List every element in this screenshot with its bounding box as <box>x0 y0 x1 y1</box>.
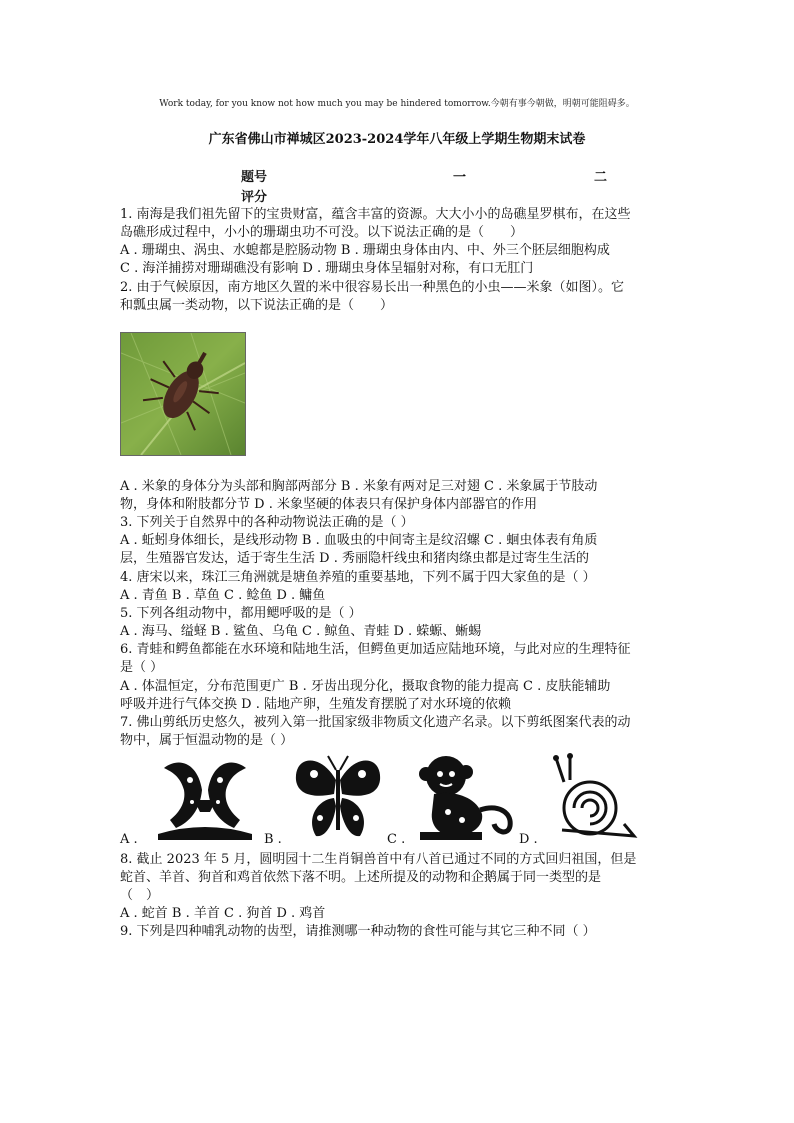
option-line: 呼吸并进行气体交换 D . 陆地产卵，生殖发育摆脱了对水环境的依赖 <box>120 697 511 712</box>
score-table <box>120 166 680 206</box>
option-line: A . 青鱼 B . 草鱼 C . 鲶鱼 D . 鳙鱼 <box>120 588 326 603</box>
question-line: 5. 下列各组动物中，都用鳃呼吸的是（ ） <box>120 606 362 621</box>
option-line: A . 海马、缢蛏 B . 鲨鱼、乌龟 C . 鲸鱼、青蛙 D . 蝾螈、蜥蜴 <box>120 624 482 639</box>
score-table-col-1: 一 <box>453 170 467 185</box>
papercut-monkey-icon <box>412 750 518 842</box>
option-line: A . 米象的身体分为头部和胸部两部分 B . 米象有两对足三对翅 C . 米象属于节肢动 <box>120 479 598 494</box>
score-table-col-2: 二 <box>594 170 608 185</box>
option-line: A . 蛇首 B . 羊首 C . 狗首 D . 鸡首 <box>120 906 326 921</box>
rice-weevil-photo <box>120 332 246 456</box>
option-c-label: C . <box>387 832 406 847</box>
page-title: 广东省佛山市禅城区2023-2024学年八年级上学期生物期末试卷 <box>208 132 586 147</box>
option-line: 物，身体和附肢都分节 D . 米象坚硬的体表只有保护身体内部器官的作用 <box>120 497 537 512</box>
option-a-label: A . <box>120 832 138 847</box>
question-line: 和瓢虫属一类动物，以下说法正确的是（ ） <box>120 298 394 313</box>
question-line: 岛礁形成过程中，小小的珊瑚虫功不可没。以下说法正确的是（ ） <box>120 225 524 240</box>
option-line: C . 海洋捕捞对珊瑚礁没有影响 D . 珊瑚虫身体呈辐射对称，有口无肛门 <box>120 261 534 276</box>
question-line: 9. 下列是四种哺乳动物的齿型，请推测哪一种动物的食性可能与其它三种不同（ ） <box>120 924 596 939</box>
question-line: 2. 由于气候原因，南方地区久置的米中很容易长出一种黑色的小虫——米象（如图）。它 <box>120 280 625 295</box>
question-line: 是（ ） <box>120 660 164 675</box>
question-line: 8. 截止 2023 年 5 月，圆明园十二生肖铜兽首中有八首已通过不同的方式回归祖国，但是 <box>120 852 637 867</box>
papercut-butterfly-icon <box>290 750 386 842</box>
question-line: （ ） <box>120 888 160 903</box>
option-line: 层，生殖器官发达，适于寄生生活 D . 秀丽隐杆线虫和猪肉绦虫都是过寄生生活的 <box>120 551 589 566</box>
papercut-snail-icon <box>548 750 640 842</box>
score-table-question-label: 题号 <box>241 170 268 185</box>
option-b-label: B . <box>264 832 282 847</box>
question-line: 6. 青蛙和鳄鱼都能在水环境和陆地生活，但鳄鱼更加适应陆地环境，与此对应的生理特征 <box>120 642 631 657</box>
score-table-score-label: 评分 <box>241 190 268 205</box>
option-d-label: D . <box>519 832 538 847</box>
header-motto: Work today, for you know not how much you may be hindered tomorrow.今朝有事今朝做，明朝可能阻碍多。 <box>159 99 635 109</box>
papercut-fish-icon <box>150 750 260 842</box>
question-line: 7. 佛山剪纸历史悠久，被列入第一批国家级非物质文化遗产名录。以下剪纸图案代表的动 <box>120 715 631 730</box>
option-line: A . 珊瑚虫、涡虫、水螅都是腔肠动物 B . 珊瑚虫身体由内、中、外三个胚层细胞构成 <box>120 243 610 258</box>
question-line: 物中，属于恒温动物的是（ ） <box>120 733 294 748</box>
option-line: A . 蚯蚓身体细长，是线形动物 B . 血吸虫的中间寄主是纹沼螺 C . 蛔虫体表有角质 <box>120 533 598 548</box>
option-line: A . 体温恒定，分布范围更广 B . 牙齿出现分化，摄取食物的能力提高 C . 皮肤能辅助 <box>120 679 611 694</box>
question-line: 1. 南海是我们祖先留下的宝贵财富，蕴含丰富的资源。大大小小的岛礁星罗棋布，在这些 <box>120 207 631 222</box>
question-line: 3. 下列关于自然界中的各种动物说法正确的是（ ） <box>120 515 414 530</box>
question-line: 4. 唐宋以来，珠江三角洲就是塘鱼养殖的重要基地，下列不属于四大家鱼的是（ ） <box>120 570 596 585</box>
question-line: 蛇首、羊首、狗首和鸡首依然下落不明。上述所提及的动物和企鹅属于同一类型的是 <box>120 870 602 885</box>
